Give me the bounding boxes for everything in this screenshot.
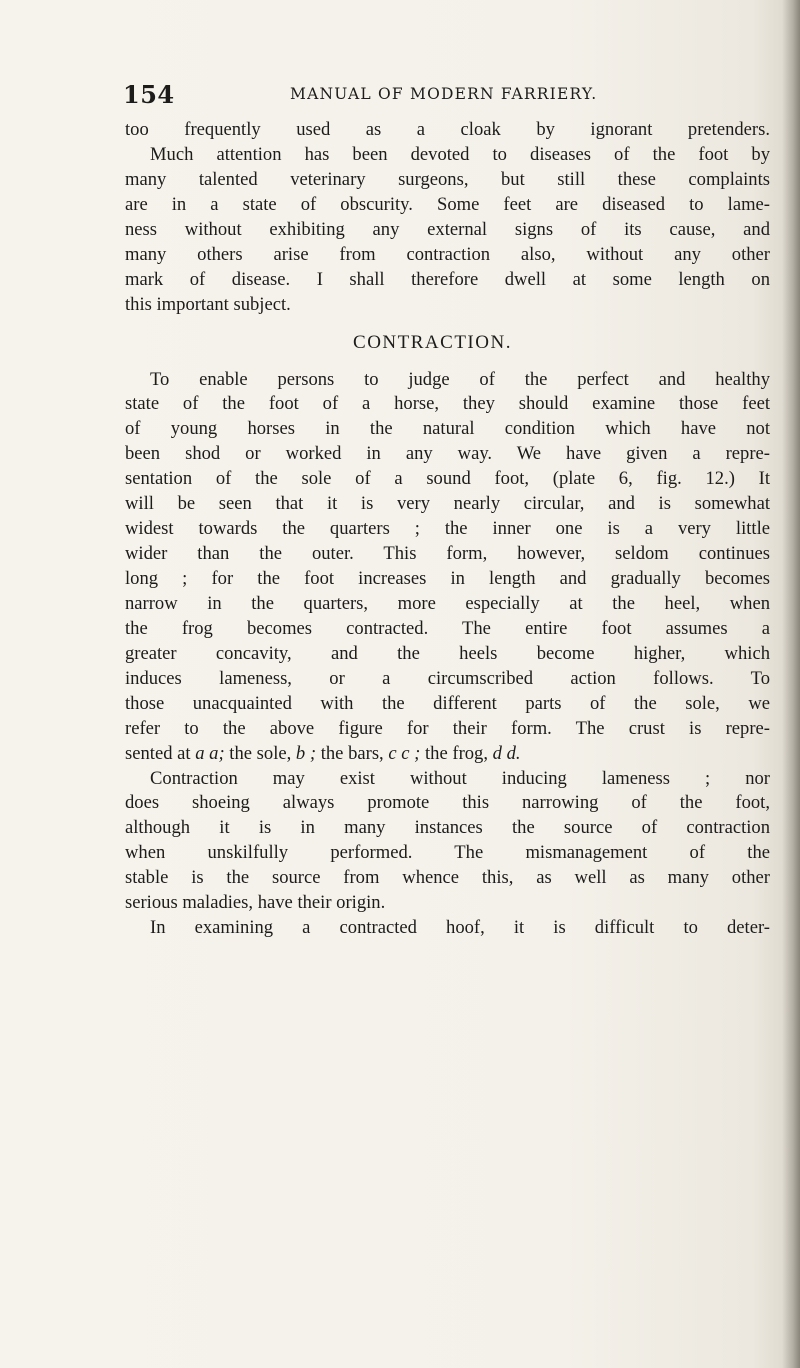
text-line: refer to the above figure for their form. The crust is repre- (125, 717, 770, 739)
text-line: In examining a contracted hoof, it is difficult to deter- (150, 917, 770, 939)
text-line: wider than the outer. This form, however, seldom continues (125, 543, 770, 565)
text-line: does shoeing always promote this narrowing of the foot, (125, 792, 770, 814)
text-line: To enable persons to judge of the perfect and healthy (150, 368, 770, 390)
text-line: sentation of the sole of a sound foot, (plate 6, fig. 12.) It (125, 468, 770, 490)
text-line: long ; for the foot increases in length and gradually becomes (125, 568, 770, 589)
text-line: narrow in the quarters, more especially at the heel, when (125, 592, 770, 614)
text-line: serious maladies, have their origin. (125, 892, 386, 914)
text-line: state of the foot of a horse, they should examine those feet (125, 393, 770, 415)
italic-reference: d d. (492, 742, 521, 764)
text-line: widest towards the quarters ; the inner one is a very little (125, 518, 770, 540)
text-line: when unskilfully performed. The mismanagement of the (125, 842, 770, 864)
body-text (125, 118, 770, 941)
page-edge-shadow (782, 0, 800, 1368)
text-fragment: the sole, (224, 742, 296, 764)
text-line: stable is the source from whence this, as well as many other (125, 867, 770, 889)
running-title: MANUAL OF MODERN FARRIERY. (290, 85, 598, 103)
italic-reference: a a; (195, 742, 225, 764)
text-line: are in a state of obscurity. Some feet are diseased to lame- (125, 193, 770, 215)
text-line: will be seen that it is very nearly circular, and is somewhat (125, 493, 770, 515)
text-line: ness without exhibiting any external signs of its cause, and (125, 218, 770, 240)
text-line: Much attention has been devoted to diseases of the foot by (150, 143, 770, 165)
text-line: mark of disease. I shall therefore dwell at some length on (125, 268, 770, 290)
text-fragment: the frog, (420, 742, 493, 764)
running-head (123, 80, 683, 110)
text-line: greater concavity, and the heels become higher, which (125, 642, 770, 664)
italic-reference: b ; (295, 742, 317, 764)
page-number: 154 (123, 80, 175, 109)
italic-reference: c c ; (388, 742, 421, 764)
text-fragment: sented at (125, 742, 196, 764)
text-line: the frog becomes contracted. The entire foot assumes a (125, 617, 770, 639)
text-fragment: the bars, (316, 742, 389, 764)
text-line: this important subject. (125, 293, 291, 315)
text-line: been shod or worked in any way. We have given a repre- (125, 443, 770, 465)
text-line (125, 742, 770, 767)
text-line: although it is in many instances the source of contraction (125, 817, 770, 839)
text-line: those unacquainted with the different parts of the sole, we (125, 692, 770, 714)
section-heading: CONTRACTION. (353, 331, 512, 353)
text-line: many talented veterinary surgeons, but still these complaints (125, 168, 770, 190)
text-line: too frequently used as a cloak by ignorant pretenders. (125, 119, 770, 140)
text-line: of young horses in the natural condition which have not (125, 418, 770, 440)
text-line: many others arise from contraction also, without any other (125, 243, 770, 265)
text-line: Contraction may exist without inducing lameness ; nor (150, 767, 770, 789)
text-line: induces lameness, or a circumscribed action follows. To (125, 667, 770, 689)
